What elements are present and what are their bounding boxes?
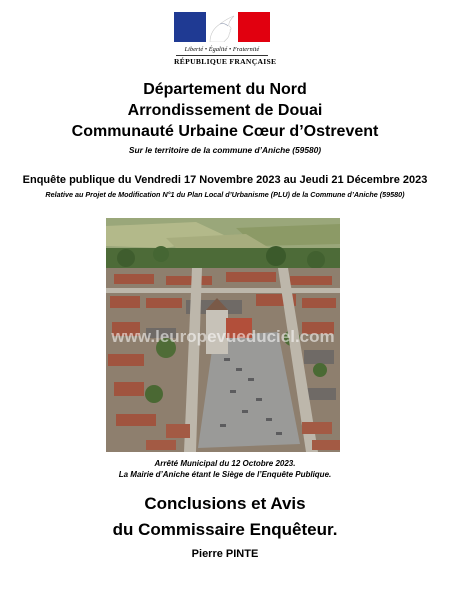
logo-republic-text: RÉPUBLIQUE FRANÇAISE xyxy=(174,57,277,66)
territory-subtitle: Sur le territoire de la commune d’Aniche (59580) xyxy=(128,145,322,155)
enquete-subject: Relative au Projet de Modification N°1 du Plan Local d’Urbanisme (PLU) de la Commune d’Aniche (59580) xyxy=(45,190,405,199)
photo-watermark: www.leuropevueduciel.com xyxy=(111,327,335,346)
logo-motto: Liberté • Égalité • Fraternité xyxy=(184,46,260,53)
conclusions-title: Conclusions et Avis xyxy=(144,494,306,513)
department-heading: Département du Nord xyxy=(143,81,307,98)
marianne-profile-icon xyxy=(204,14,240,42)
arrondissement-heading: Arrondissement de Douai xyxy=(127,102,323,119)
logo-divider xyxy=(176,55,268,56)
caption-arrete: Arrêté Municipal du 12 Octobre 2023. xyxy=(154,459,296,468)
caption-mairie: La Mairie d’Aniche étant le Siège de l’Enquête Publique. xyxy=(118,470,332,479)
aerial-town-photo xyxy=(106,218,340,452)
republique-francaise-logo xyxy=(174,12,277,70)
commissaire-title: du Commissaire Enquêteur. xyxy=(112,520,338,539)
enquete-dates: Enquête publique du Vendredi 17 Novembre 2023 au Jeudi 21 Décembre 2023 xyxy=(22,174,428,186)
author-name: Pierre PINTE xyxy=(191,548,259,560)
communaute-heading: Communauté Urbaine Cœur d’Ostrevent xyxy=(71,123,379,140)
